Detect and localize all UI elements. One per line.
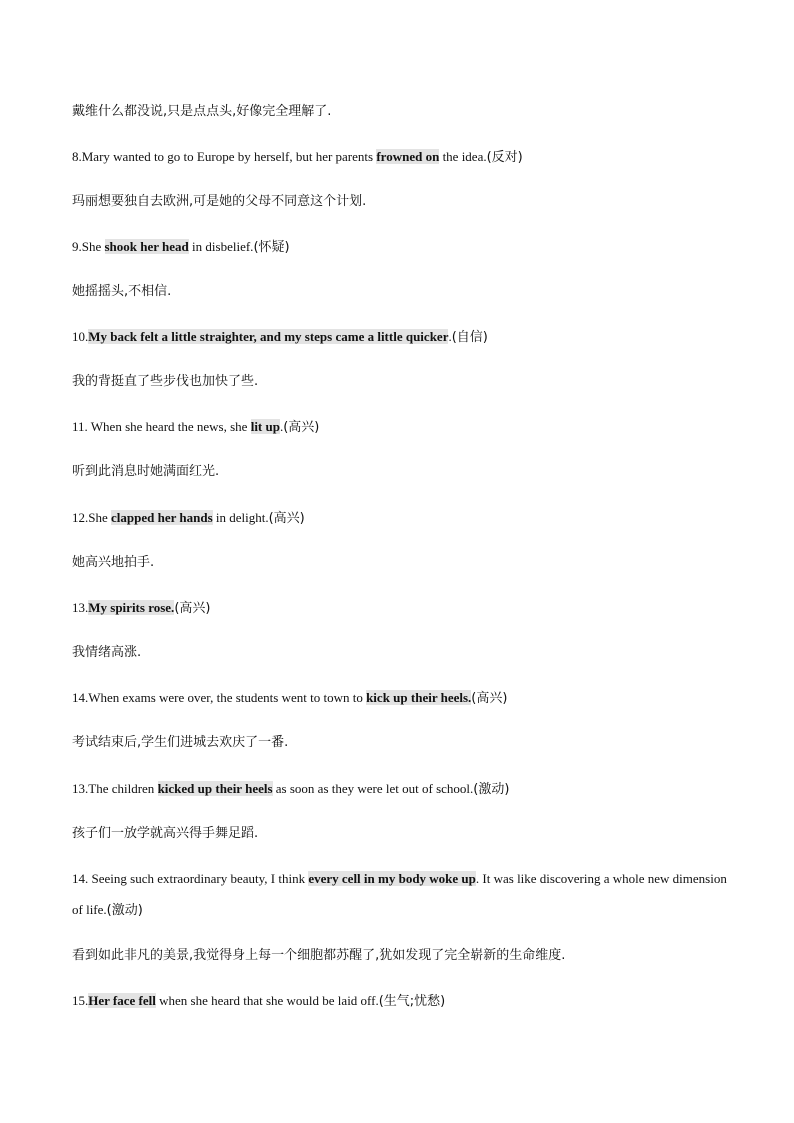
highlighted-phrase: My back felt a little straighter, and my steps came a little quicker (88, 329, 449, 344)
sentence-text: 14. Seeing such extraordinary beauty, I think (72, 871, 309, 886)
highlighted-phrase: shook her head (104, 239, 189, 254)
highlighted-phrase: Her face fell (88, 993, 156, 1008)
emotion-tag: (激动) (473, 782, 510, 797)
emotion-tag: (高兴) (283, 420, 320, 435)
sentence-text: 12.She (72, 510, 111, 525)
sentence-text: 13. (72, 600, 89, 615)
translation-line: 我的背挺直了些步伐也加快了些. (72, 374, 259, 389)
sentence-text: in delight. (212, 510, 269, 525)
highlighted-phrase: clapped her hands (111, 510, 213, 525)
translation-line: 戴维什么都没说,只是点点头,好像完全理解了. (72, 104, 332, 119)
emotion-tag: (反对) (486, 150, 523, 165)
highlighted-phrase: every cell in my body woke up (308, 871, 476, 886)
emotion-tag: (生气;忧愁) (378, 994, 446, 1009)
sentence-text: 14.When exams were over, the students went to town to (72, 690, 367, 705)
highlighted-phrase: kicked up their heels (157, 781, 273, 796)
example-sentence (72, 863, 732, 926)
example-sentence (72, 600, 732, 617)
highlighted-phrase: frowned on (376, 149, 440, 164)
sentence-text: . (279, 419, 284, 434)
translation-line: 她高兴地拍手. (72, 555, 155, 570)
example-sentence (72, 690, 732, 707)
translation-line: 玛丽想要独自去欧洲,可是她的父母不同意这个计划. (72, 194, 367, 209)
translation-line: 考试结束后,学生们进城去欢庆了一番. (72, 735, 289, 750)
example-sentence (72, 510, 732, 527)
translation-line: 她摇摇头,不相信. (72, 284, 172, 299)
sentence-text: 10. (72, 329, 89, 344)
translation-line: 我情绪高涨. (72, 645, 142, 660)
sentence-text: 15. (72, 993, 89, 1008)
sentence-text: as soon as they were let out of school. (272, 781, 474, 796)
emotion-tag: (怀疑) (253, 240, 290, 255)
example-sentence (72, 149, 732, 166)
sentence-text: 8.Mary wanted to go to Europe by herself, but her parents (72, 149, 377, 164)
sentence-text: . (448, 329, 452, 344)
example-sentence (72, 993, 732, 1010)
emotion-tag: (高兴) (471, 691, 508, 706)
sentence-text: . It was like discovering a whole new dimension of life. (72, 871, 727, 917)
emotion-tag: (激动) (106, 903, 143, 918)
example-sentence (72, 239, 732, 256)
sentence-text: 9.She (72, 239, 105, 254)
emotion-tag: (高兴) (268, 511, 305, 526)
sentence-text: when she heard that she would be laid off. (155, 993, 379, 1008)
sentence-text: in disbelief. (188, 239, 254, 254)
sentence-text: 11. When she heard the news, she (72, 419, 251, 434)
emotion-tag: (高兴) (174, 601, 211, 616)
translation-line: 看到如此非凡的美景,我觉得身上每一个细胞都苏醒了,犹如发现了完全崭新的生命维度. (72, 948, 566, 963)
highlighted-phrase: lit up (250, 419, 280, 434)
example-sentence (72, 781, 732, 798)
sentence-text: the idea. (439, 149, 487, 164)
translation-line: 孩子们一放学就高兴得手舞足蹈. (72, 826, 259, 841)
highlighted-phrase: My spirits rose. (88, 600, 175, 615)
sentence-text: 13.The children (72, 781, 158, 796)
example-sentence (72, 329, 732, 346)
emotion-tag: (自信) (451, 330, 488, 345)
highlighted-phrase: kick up their heels. (366, 690, 472, 705)
translation-line: 听到此消息时她满面红光. (72, 464, 220, 479)
example-sentence (72, 419, 732, 436)
